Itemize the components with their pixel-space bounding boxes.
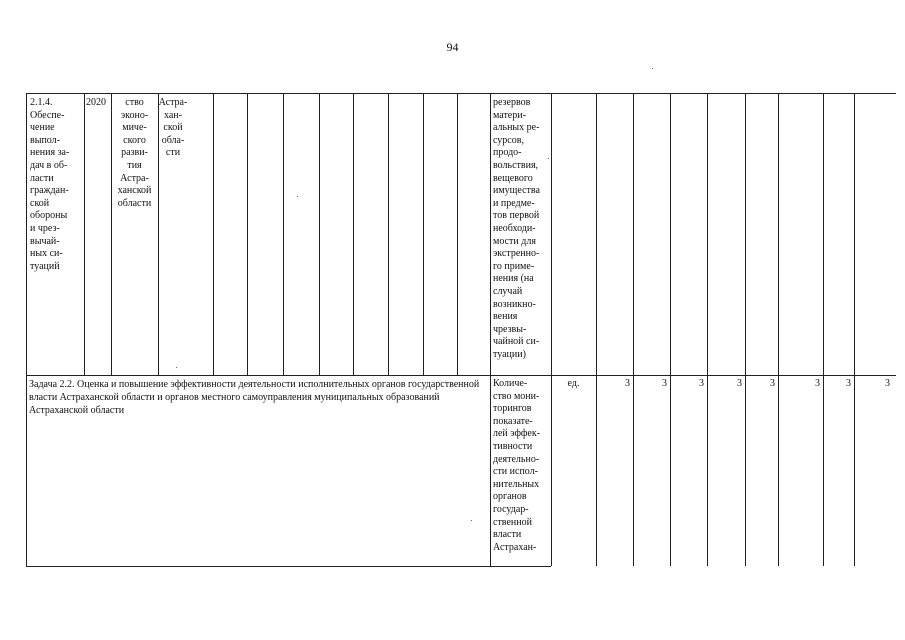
column-divider xyxy=(84,93,85,375)
column-divider xyxy=(353,93,354,375)
unit-column-left xyxy=(551,93,552,566)
task-value: 3 xyxy=(662,378,667,389)
column-divider xyxy=(670,93,671,566)
column-divider xyxy=(283,93,284,375)
task-value: 3 xyxy=(699,378,704,389)
scan-speck xyxy=(652,68,653,69)
measure-code-name: 2.1.4. Обеспе- чение выпол- нения за- дач в об- ласти граждан- ской обороны и чрез- вычай- ных си- туаций xyxy=(30,97,70,272)
column-divider xyxy=(423,93,424,375)
task-unit: ед. xyxy=(567,378,580,389)
page-number: 94 xyxy=(446,40,459,54)
task-value: 3 xyxy=(846,378,851,389)
column-divider xyxy=(823,93,824,566)
column-divider xyxy=(247,93,248,375)
table-top-border xyxy=(26,93,896,94)
indicator-column-left xyxy=(490,93,491,566)
column-divider xyxy=(213,93,214,375)
column-divider xyxy=(596,93,597,566)
column-divider xyxy=(633,93,634,566)
task-description: Задача 2.2. Оценка и повышение эффективности деятельности исполнительных органов государственной власти Астраханской области и органов местного самоуправления муниципальных образований Астраханской области xyxy=(29,379,480,416)
row-divider xyxy=(26,375,896,376)
measure-region: Астра- хан- ской обла- сти xyxy=(158,97,188,159)
task-value: 3 xyxy=(770,378,775,389)
task-value: 3 xyxy=(737,378,742,389)
scan-speck xyxy=(471,520,472,521)
column-divider xyxy=(319,93,320,375)
task-indicator: Количе- ство мони- торингов показате- лей эффек- тивности деятельно- сти испол- нительных органов государ- ственной власти Астрахан- xyxy=(493,378,541,553)
table-bottom-border xyxy=(26,566,551,567)
column-divider xyxy=(457,93,458,375)
column-divider xyxy=(854,93,855,566)
table-left-border xyxy=(26,93,27,566)
measure-year: 2020 xyxy=(86,97,106,108)
scan-speck xyxy=(548,158,549,159)
column-divider xyxy=(388,93,389,375)
measure-indicator: резервов матери- альных ре- сурсов, продо- вольствия, вещевого имущества и предме- тов первой необходи- мости для экстренно- го приме- нения (на случай возникно- вения чрезвы- чайной си- туации) xyxy=(493,97,540,360)
scan-speck xyxy=(297,196,298,197)
column-divider xyxy=(745,93,746,566)
task-value: 3 xyxy=(815,378,820,389)
measure-executor: ство эконо- миче- ского разви- тия Астра- ханской области xyxy=(117,97,152,209)
task-value: 3 xyxy=(625,378,630,389)
scan-speck xyxy=(176,367,177,368)
column-divider xyxy=(778,93,779,566)
task-value: 3 xyxy=(885,378,890,389)
column-divider xyxy=(707,93,708,566)
